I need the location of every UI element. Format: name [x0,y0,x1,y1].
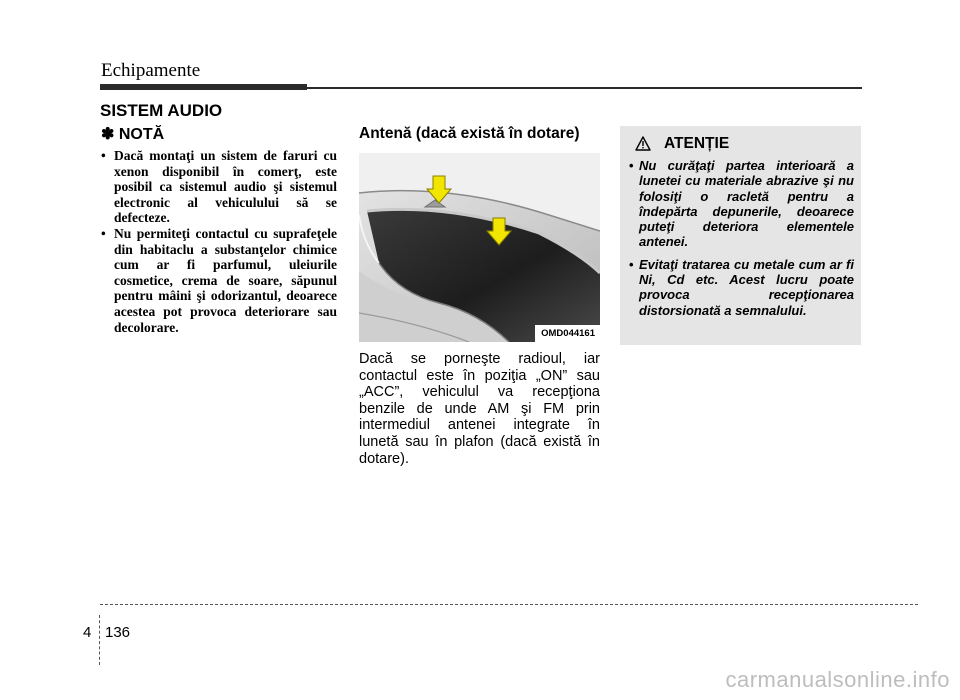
note-title: ✽ NOTĂ [101,126,165,143]
note-item-text: Dacă montaţi un sistem de faruri cu xenon disponibil în comerţ, este posibil ca sistemul audio şi sistemul electronic al vehiculului să se defecteze. [114,148,337,226]
warning-triangle-icon [635,136,651,156]
bullet-icon: • [101,148,106,163]
bullet-icon: • [629,256,634,272]
figure-code: OMD044161 [535,325,600,342]
note-item [101,148,337,226]
car-rear-window-illustration [359,153,600,342]
note-list [101,148,337,335]
caution-item-text: Evitaţi tratarea cu metale cum ar fi Ni, Cd etc. Acest lucru poate provoca recepţionarea distorsionată a semnalului. [639,256,854,318]
caution-item [629,257,854,318]
footer-vertical-rule [99,615,100,665]
header-rule-thin [307,87,862,89]
note-item-text: Nu permiteţi contactul cu suprafeţele din habitaclu a substanţelor chimice cum ar fi parfumul, uleiurile cosmetice, crema de soare, săpunul pentru mâini şi odorizantul, deoarece acestea pot provoca deteriorare sau decolorare. [114,225,337,335]
rear-window-antenna-figure [359,153,600,342]
chapter-number: 4 [83,624,92,641]
footer-rule [100,604,918,605]
page-number: 136 [105,624,131,641]
section-title: SISTEM AUDIO [100,101,223,120]
caution-item-text: Nu curăţaţi partea interioară a lunetei cu materiale abrazive şi nu folosiţi o racletă pentru a îndepărta depunerile, deoarece puteţi deteriora elementele antenei. [639,158,854,250]
note-item [101,226,337,335]
caution-box [620,126,861,345]
caution-title: ATENȚIE [664,135,730,152]
antenna-body-text: Dacă se porneşte radioul, iar contactul este în poziţia „ON” sau „ACC”, vehiculul va recepţiona benzile de unde AM şi FM prin intermediul antenei integrate în lunetă sau în plafon (dacă există în dotare). [359,351,600,467]
bullet-icon: • [101,225,106,241]
running-head: Echipamente [101,60,201,81]
caution-list [629,158,854,325]
antenna-heading: Antenă (dacă există în dotare) [359,125,580,142]
bullet-icon: • [629,158,634,173]
caution-item [629,158,854,250]
watermark: carmanualsonline.info [725,667,950,692]
header-rule-thick [100,84,307,90]
